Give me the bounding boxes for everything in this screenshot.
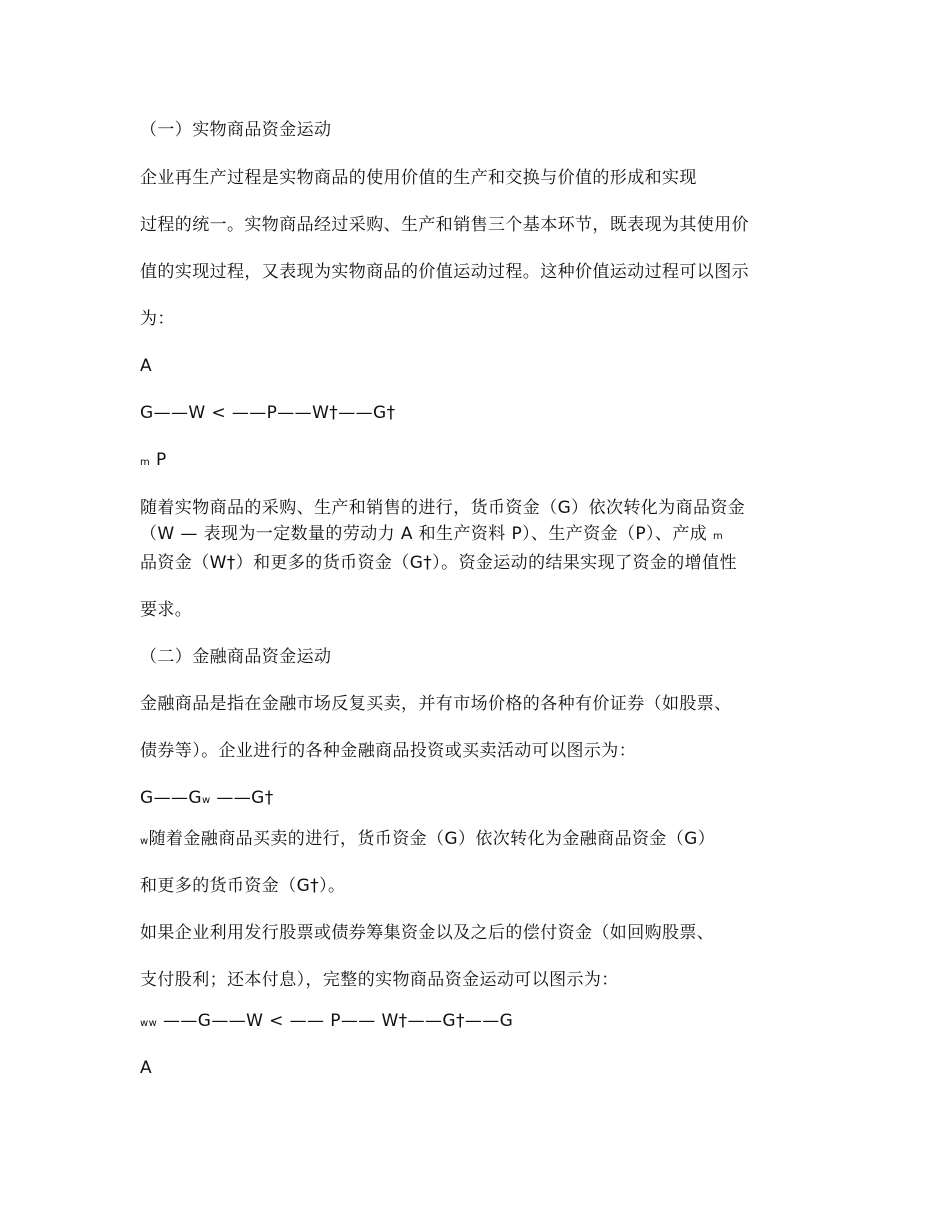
paragraph-text: 随着金融商品买卖的进行，货币资金（G）依次转化为金融商品资金（G） xyxy=(148,829,716,849)
paragraph-line: 支付股利；还本付息），完整的实物商品资金运动可以图示为： xyxy=(140,970,619,990)
paragraph-line: 为： xyxy=(140,309,175,329)
diagram-top-label: A xyxy=(140,356,153,376)
diagram-bottom-label xyxy=(140,448,167,475)
paragraph-line: 债券等）。企业进行的各种金融商品投资或买卖活动可以图示为： xyxy=(140,741,637,761)
paragraph-line: 随着实物商品的采购、生产和销售的进行，货币资金（G）依次转化为商品资金 xyxy=(140,498,746,518)
formula-main: ——G——W < —— P—— W†——G†——G xyxy=(157,1011,514,1031)
paragraph-line: 值的实现过程，又表现为实物商品的价值运动过程。这种价值运动过程可以图示 xyxy=(140,262,749,282)
diagram-bottom-label: A xyxy=(140,1058,153,1078)
paragraph-subscript: m xyxy=(712,531,724,542)
diagram-formula-full xyxy=(140,1009,513,1036)
paragraph-text: （W — 表现为一定数量的劳动力 A 和生产资料 P）、生产资金（P）、产成 xyxy=(140,524,708,544)
paragraph-line: 要求。 xyxy=(140,600,193,620)
paragraph-line: 企业再生产过程是实物商品的使用价值的生产和交换与价值的形成和实现 xyxy=(140,168,697,188)
paragraph-line xyxy=(140,827,715,854)
paragraph-line: 过程的统一。实物商品经过采购、生产和销售三个基本环节，既表现为其使用价 xyxy=(140,215,749,235)
paragraph-line xyxy=(140,522,723,549)
formula-part: G——G xyxy=(140,788,202,808)
paragraph-line: 金融商品是指在金融市场反复买卖，并有市场价格的各种有价证券（如股票、 xyxy=(140,694,732,714)
formula-part: ——G† xyxy=(210,788,274,808)
diagram-formula: G——W < ——P——W†——G† xyxy=(140,403,396,423)
diagram-formula-financial xyxy=(140,786,274,813)
section-heading-financial: （二）金融商品资金运动 xyxy=(140,647,332,667)
diagram-subscript: m xyxy=(140,457,151,468)
paragraph-line: 和更多的货币资金（G†）。 xyxy=(140,876,346,896)
formula-subscript: w xyxy=(201,795,211,806)
paragraph-line: 如果企业利用发行股票或债券筹集资金以及之后的偿付资金（如回购股票、 xyxy=(140,923,715,943)
section-heading-physical: （一）实物商品资金运动 xyxy=(140,120,332,140)
diagram-bottom-text: P xyxy=(150,450,167,470)
paragraph-line: 品资金（W†）和更多的货币资金（G†）。资金运动的结果实现了资金的增值性 xyxy=(140,553,737,573)
formula-subscript: ww xyxy=(140,1018,158,1029)
paragraph-subscript: w xyxy=(140,836,149,847)
